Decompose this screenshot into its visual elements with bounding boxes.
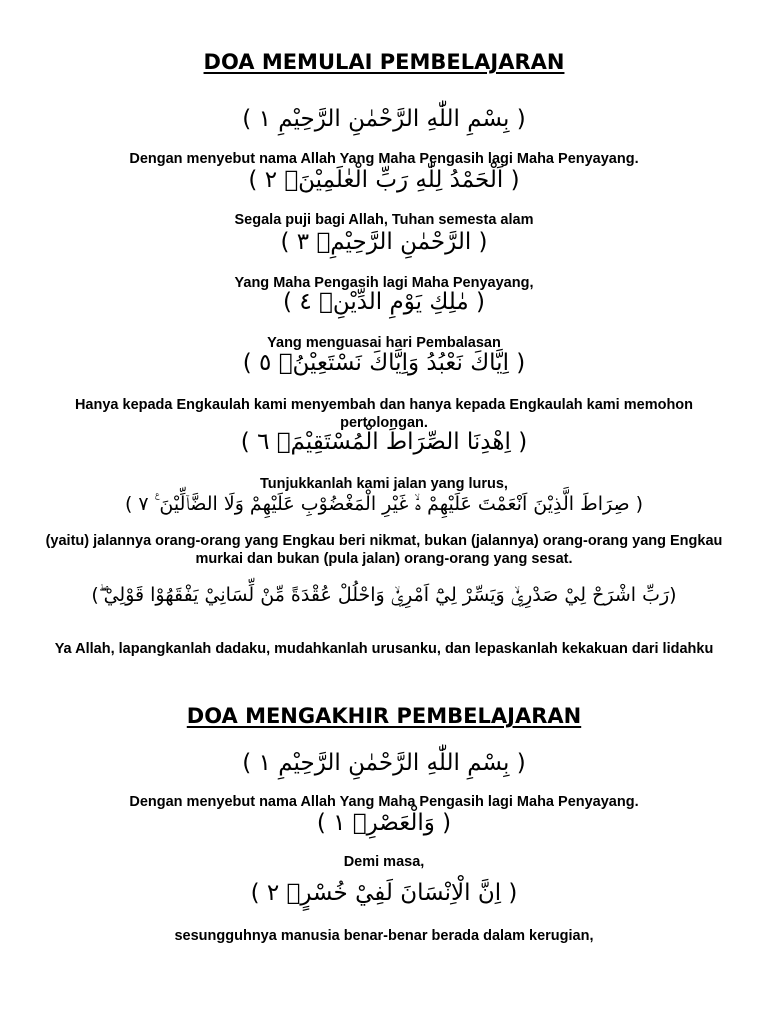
arabic-verse: ( وَالْعَصْرِۙ ١ ) [316, 810, 452, 836]
verse-meaning: Yang menguasai hari Pembalasan [267, 335, 501, 351]
verse-meaning: Ya Allah, lapangkanlah dadaku, mudahkanlah urusanku, dan lepaskanlah kekakuan dari lidahku [54, 641, 714, 657]
arabic-verse: ( الرَّحْمٰنِ الرَّحِيْمِۙ ٣ ) [280, 229, 488, 255]
arabic-verse: ( بِسْمِ اللّٰهِ الرَّحْمٰنِ الرَّحِيْمِ ١ ) [242, 106, 526, 132]
arabic-verse: ( صِرَاطَ الَّذِيْنَ اَنْعَمْتَ عَلَيْهِمْ ەۙ غَيْرِ الْمَغْضُوْبِ عَلَيْهِمْ وَلَا الضَّاۤلِّيْنَ ࣖ ٧ ) [124, 493, 644, 515]
verse-meaning: Segala puji bagi Allah, Tuhan semesta alam [234, 212, 534, 228]
verse-meaning: Dengan menyebut nama Allah Yang Maha Pengasih lagi Maha Penyayang. [129, 794, 639, 810]
arabic-verse: ( اِيَّاكَ نَعْبُدُ وَاِيَّاكَ نَسْتَعِيْنُۗ ٥ ) [242, 350, 526, 376]
arabic-verse: ( اِنَّ الْاِنْسَانَ لَفِيْ خُسْرٍۙ ٢ ) [250, 880, 518, 906]
verse-meaning: Dengan menyebut nama Allah Yang Maha Pengasih lagi Maha Penyayang. [129, 151, 639, 167]
verse-meaning: Yang Maha Pengasih lagi Maha Penyayang, [234, 275, 534, 291]
verse-meaning: Tunjukkanlah kami jalan yang lurus, [260, 476, 508, 492]
arabic-verse: (رَبِّ اشْرَحْ لِيْ صَدْرِيْۙ وَيَسِّرْ لِيْٓ اَمْرِيْۙ وَاحْلُلْ عُقْدَةً مِّنْ لِّسَانِيْ يَفْقَهُوْا قَوْلِيْ ۖ) [91, 584, 677, 606]
verse-meaning: sesungguhnya manusia benar-benar berada dalam kerugian, [174, 928, 594, 944]
arabic-verse: ( اِهْدِنَا الصِّرَاطَ الْمُسْتَقِيْمَۙ ٦ ) [240, 429, 528, 455]
arabic-verse: ( اَلْحَمْدُ لِلّٰهِ رَبِّ الْعٰلَمِيْنَۙ ٢ ) [248, 167, 520, 193]
verse-meaning: (yaitu) jalannya orang-orang yang Engkau beri nikmat, bukan (jalannya) orang-orang yang Engkau murkai dan bukan (pula jalan) orang-orang yang sesat. [45, 533, 723, 567]
verse-meaning: Hanya kepada Engkaulah kami menyembah dan hanya kepada Engkaulah kami memohon pertolongan. [74, 397, 694, 431]
section-title-start: DOA MEMULAI PEMBELAJARAN [203, 50, 565, 74]
arabic-verse: ( بِسْمِ اللّٰهِ الرَّحْمٰنِ الرَّحِيْمِ ١ ) [242, 750, 526, 776]
verse-meaning: Demi masa, [343, 854, 425, 870]
arabic-verse: ( مٰلِكِ يَوْمِ الدِّيْنِۗ ٤ ) [283, 289, 485, 315]
section-title-end: DOA MENGAKHIR PEMBELAJARAN [186, 704, 582, 728]
